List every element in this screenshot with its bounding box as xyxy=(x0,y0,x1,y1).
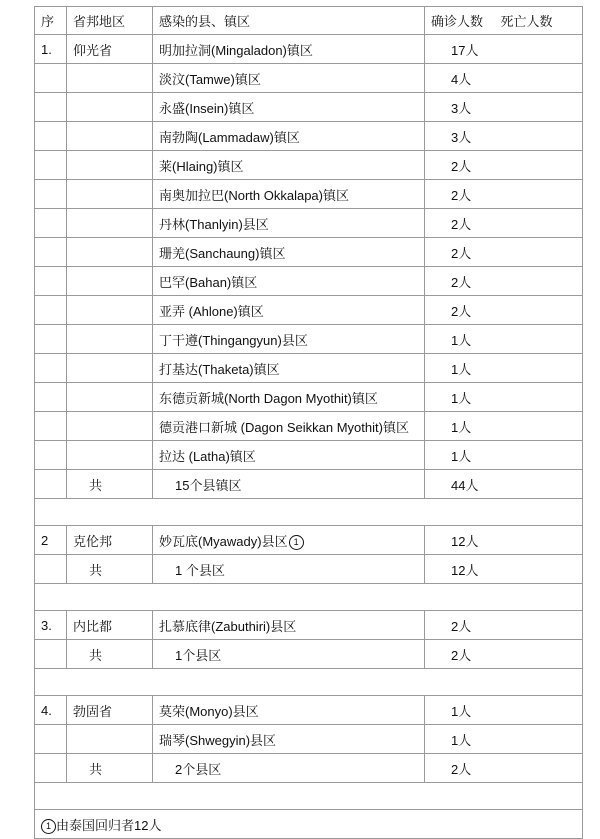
district-name: 丹林(Thanlyin)县区 xyxy=(159,216,269,232)
row-number xyxy=(35,296,67,325)
district-name: 瑞琴(Shwegyin)县区 xyxy=(159,732,277,748)
row-confirmed: 2人 xyxy=(425,238,495,267)
row-deaths xyxy=(495,296,583,325)
district-name: 妙瓦底(Myawady)县区 xyxy=(159,533,288,549)
row-region xyxy=(67,122,153,151)
table-body xyxy=(35,7,583,839)
row-district xyxy=(153,35,425,64)
footnote-row xyxy=(35,810,583,839)
row-district xyxy=(153,725,425,754)
row-region: 内比都 xyxy=(67,611,153,640)
table-row xyxy=(35,122,583,151)
row-deaths xyxy=(495,325,583,354)
table-row xyxy=(35,209,583,238)
table-row xyxy=(35,35,583,64)
row-deaths xyxy=(495,383,583,412)
table-row xyxy=(35,383,583,412)
total-deaths xyxy=(495,555,583,584)
footnote-marker: 1 xyxy=(289,535,304,550)
row-number: 1. xyxy=(35,35,67,64)
row-deaths xyxy=(495,611,583,640)
district-name: 淡汶(Tamwe)镇区 xyxy=(159,71,261,87)
row-district xyxy=(153,696,425,725)
row-number: 2 xyxy=(35,526,67,555)
table-row xyxy=(35,180,583,209)
spacer-cell xyxy=(35,584,583,611)
row-region xyxy=(67,238,153,267)
row-district xyxy=(153,238,425,267)
table-row xyxy=(35,151,583,180)
table-row xyxy=(35,696,583,725)
row-number xyxy=(35,267,67,296)
row-district xyxy=(153,412,425,441)
row-confirmed: 12人 xyxy=(425,526,495,555)
row-region xyxy=(67,325,153,354)
header-row xyxy=(35,7,583,35)
row-confirmed: 2人 xyxy=(425,611,495,640)
table-row xyxy=(35,441,583,470)
spacer-cell xyxy=(35,783,583,810)
row-district xyxy=(153,122,425,151)
row-district xyxy=(153,526,425,555)
row-deaths xyxy=(495,238,583,267)
row-deaths xyxy=(495,412,583,441)
table-row xyxy=(35,412,583,441)
table-row xyxy=(35,93,583,122)
total-district-count: 2个县区 xyxy=(153,754,425,783)
row-number xyxy=(35,93,67,122)
district-name: 拉达 (Latha)镇区 xyxy=(159,448,256,464)
row-confirmed: 1人 xyxy=(425,725,495,754)
row-district xyxy=(153,64,425,93)
row-region: 克伦邦 xyxy=(67,526,153,555)
spacer-row xyxy=(35,783,583,810)
row-region xyxy=(67,209,153,238)
row-confirmed: 1人 xyxy=(425,441,495,470)
total-label: 共 xyxy=(67,555,153,584)
row-confirmed: 1人 xyxy=(425,383,495,412)
row-region xyxy=(67,383,153,412)
total-row xyxy=(35,754,583,783)
row-region xyxy=(67,93,153,122)
covid-cases-table xyxy=(34,6,583,839)
table-row xyxy=(35,526,583,555)
district-name: 东德贡新城(North Dagon Myothit)镇区 xyxy=(159,390,378,406)
row-number xyxy=(35,238,67,267)
row-deaths xyxy=(495,122,583,151)
table-row xyxy=(35,267,583,296)
row-deaths xyxy=(495,151,583,180)
table-row xyxy=(35,325,583,354)
row-confirmed: 1人 xyxy=(425,354,495,383)
row-district xyxy=(153,611,425,640)
row-region xyxy=(67,412,153,441)
row-deaths xyxy=(495,725,583,754)
row-district xyxy=(153,325,425,354)
row-deaths xyxy=(495,354,583,383)
row-region: 仰光省 xyxy=(67,35,153,64)
row-deaths xyxy=(495,441,583,470)
spacer-cell xyxy=(35,499,583,526)
row-deaths xyxy=(495,93,583,122)
district-name: 德贡港口新城 (Dagon Seikkan Myothit)镇区 xyxy=(159,419,409,435)
row-number xyxy=(35,325,67,354)
district-name: 巴罕(Bahan)镇区 xyxy=(159,274,258,290)
row-region: 勃固省 xyxy=(67,696,153,725)
row-confirmed: 2人 xyxy=(425,267,495,296)
table-row xyxy=(35,64,583,93)
row-deaths xyxy=(495,267,583,296)
total-row xyxy=(35,555,583,584)
row-number xyxy=(35,725,67,754)
district-name: 打基达(Thaketa)镇区 xyxy=(159,361,280,377)
footnote-marker: 1 xyxy=(41,819,56,834)
header-district: 感染的县、镇区 xyxy=(153,7,425,35)
header-no: 序 xyxy=(35,7,67,35)
spacer-row xyxy=(35,669,583,696)
row-deaths xyxy=(495,180,583,209)
row-confirmed: 17人 xyxy=(425,35,495,64)
total-row xyxy=(35,640,583,669)
district-name: 永盛(Insein)镇区 xyxy=(159,100,255,116)
district-name: 莱(Hlaing)镇区 xyxy=(159,158,244,174)
district-name: 亚弄 (Ahlone)镇区 xyxy=(159,303,264,319)
total-confirmed: 2人 xyxy=(425,754,495,783)
row-number xyxy=(35,412,67,441)
row-district xyxy=(153,93,425,122)
row-region xyxy=(67,296,153,325)
row-confirmed: 3人 xyxy=(425,93,495,122)
row-number: 3. xyxy=(35,611,67,640)
row-region xyxy=(67,725,153,754)
total-number xyxy=(35,555,67,584)
row-number xyxy=(35,122,67,151)
row-district xyxy=(153,441,425,470)
row-district xyxy=(153,209,425,238)
district-name: 明加拉洞(Mingaladon)镇区 xyxy=(159,42,313,58)
district-name: 南奥加拉巴(North Okkalapa)镇区 xyxy=(159,187,349,203)
row-district xyxy=(153,267,425,296)
total-district-count: 1 个县区 xyxy=(153,555,425,584)
total-district-count: 1个县区 xyxy=(153,640,425,669)
row-deaths xyxy=(495,64,583,93)
row-district xyxy=(153,180,425,209)
spacer-cell xyxy=(35,669,583,696)
row-district xyxy=(153,354,425,383)
row-number: 4. xyxy=(35,696,67,725)
row-number xyxy=(35,151,67,180)
row-deaths xyxy=(495,35,583,64)
row-confirmed: 3人 xyxy=(425,122,495,151)
total-label: 共 xyxy=(67,754,153,783)
row-confirmed: 4人 xyxy=(425,64,495,93)
row-region xyxy=(67,267,153,296)
total-deaths xyxy=(495,754,583,783)
table-row xyxy=(35,611,583,640)
total-label: 共 xyxy=(67,640,153,669)
row-district xyxy=(153,296,425,325)
total-deaths xyxy=(495,470,583,499)
row-region xyxy=(67,64,153,93)
table-row xyxy=(35,296,583,325)
district-name: 南勃陶(Lammadaw)镇区 xyxy=(159,129,300,145)
total-confirmed: 44人 xyxy=(425,470,495,499)
total-number xyxy=(35,754,67,783)
total-label: 共 xyxy=(67,470,153,499)
row-district xyxy=(153,383,425,412)
footnote xyxy=(35,810,583,839)
row-number xyxy=(35,64,67,93)
header-region: 省邦地区 xyxy=(67,7,153,35)
row-deaths xyxy=(495,526,583,555)
row-number xyxy=(35,180,67,209)
row-confirmed: 1人 xyxy=(425,696,495,725)
district-name: 莫荣(Monyo)县区 xyxy=(159,703,259,719)
table-row xyxy=(35,238,583,267)
spacer-row xyxy=(35,499,583,526)
header-deaths: 死亡人数 xyxy=(495,7,583,35)
row-district xyxy=(153,151,425,180)
total-number xyxy=(35,470,67,499)
district-name: 丁干遵(Thingangyun)县区 xyxy=(159,332,308,348)
row-confirmed: 1人 xyxy=(425,412,495,441)
total-district-count: 15个县镇区 xyxy=(153,470,425,499)
row-region xyxy=(67,354,153,383)
total-row xyxy=(35,470,583,499)
row-number xyxy=(35,441,67,470)
row-number xyxy=(35,354,67,383)
district-name: 珊羌(Sanchaung)镇区 xyxy=(159,245,286,261)
header-confirmed: 确诊人数 xyxy=(425,7,495,35)
district-name: 扎慕底律(Zabuthiri)县区 xyxy=(159,618,297,634)
row-deaths xyxy=(495,209,583,238)
row-region xyxy=(67,441,153,470)
total-number xyxy=(35,640,67,669)
row-confirmed: 2人 xyxy=(425,209,495,238)
table-row xyxy=(35,354,583,383)
row-deaths xyxy=(495,696,583,725)
row-confirmed: 1人 xyxy=(425,325,495,354)
total-confirmed: 12人 xyxy=(425,555,495,584)
row-confirmed: 2人 xyxy=(425,180,495,209)
row-region xyxy=(67,151,153,180)
row-confirmed: 2人 xyxy=(425,296,495,325)
total-deaths xyxy=(495,640,583,669)
row-region xyxy=(67,180,153,209)
row-number xyxy=(35,209,67,238)
row-number xyxy=(35,383,67,412)
total-confirmed: 2人 xyxy=(425,640,495,669)
footnote-text: 由泰国回归者12人 xyxy=(56,817,162,833)
table-row xyxy=(35,725,583,754)
row-confirmed: 2人 xyxy=(425,151,495,180)
spacer-row xyxy=(35,584,583,611)
